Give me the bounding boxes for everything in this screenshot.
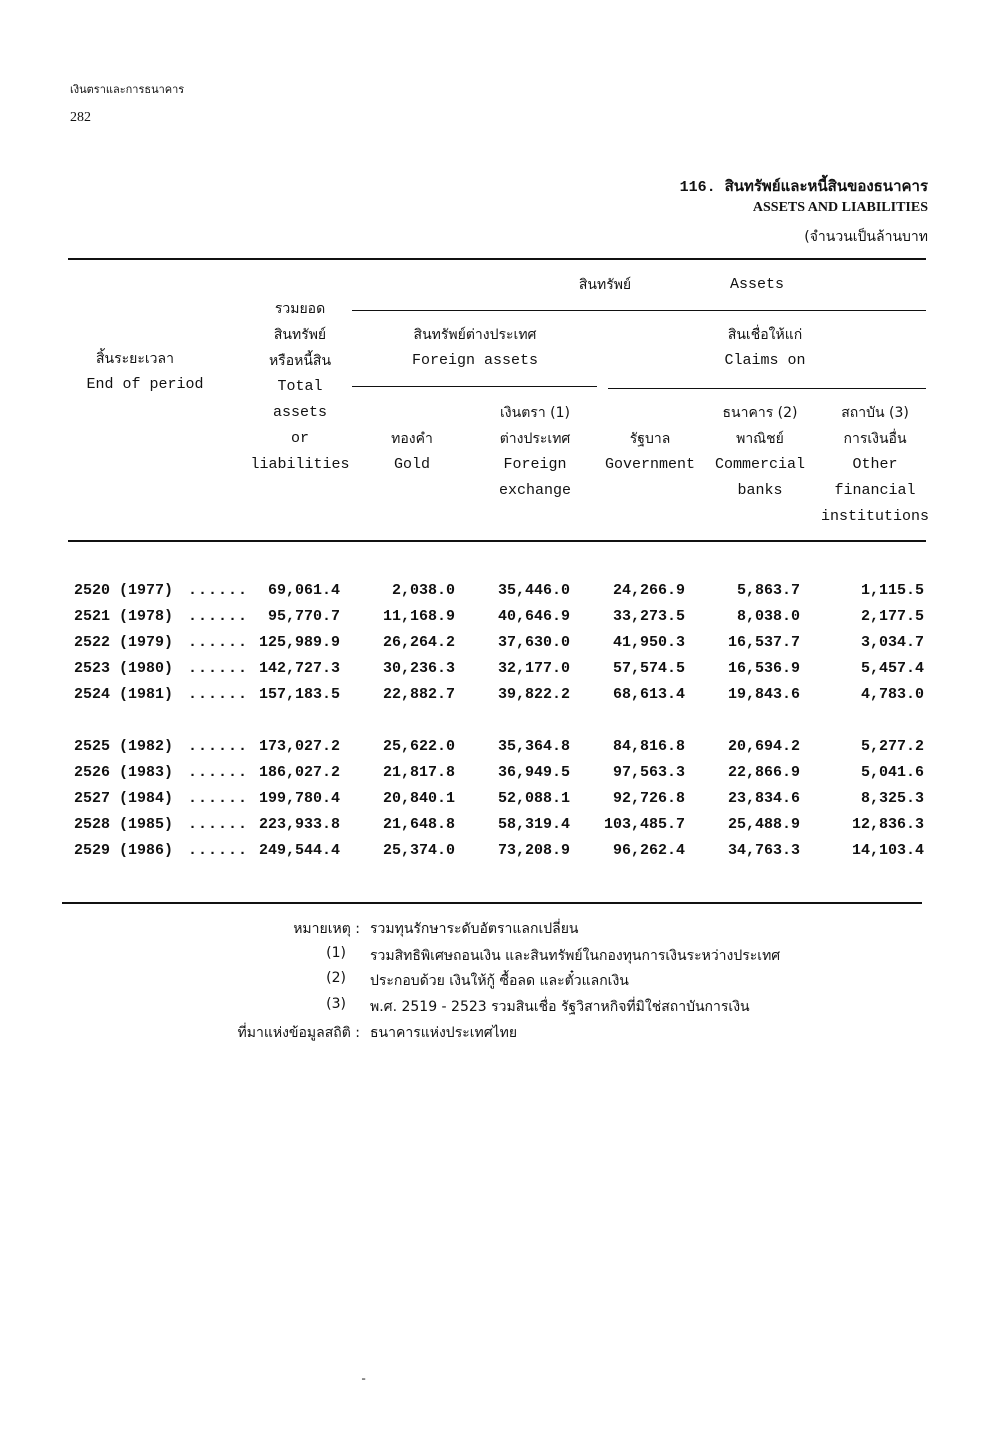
total-header-en-1: Total [277, 378, 323, 395]
table-bottom-rule [62, 902, 922, 904]
ofi-cell: 2,177.5 [860, 608, 924, 625]
leader-dots: ...... [188, 608, 249, 625]
comm-cell: 34,763.3 [727, 842, 800, 859]
total-header-en-4: liabilities [250, 456, 350, 473]
ofi-cell: 12,836.3 [851, 816, 924, 833]
gold-cell: 22,882.7 [382, 686, 455, 703]
comm-cell: 22,866.9 [727, 764, 800, 781]
table-row [70, 686, 930, 712]
gov-cell: 92,726.8 [612, 790, 685, 807]
leader-dots: ...... [188, 582, 249, 599]
gold-cell: 20,840.1 [382, 790, 455, 807]
period-cell: 2528 (1985) [74, 816, 174, 833]
table-title-english: ASSETS AND LIABILITIES [752, 200, 928, 215]
comm-cell: 23,834.6 [727, 790, 800, 807]
comm-cell: 16,537.7 [727, 634, 800, 651]
comm-cell: 20,694.2 [727, 738, 800, 755]
note-1-label: (1) [326, 945, 346, 961]
period-cell: 2527 (1984) [74, 790, 174, 807]
ofi-cell: 1,115.5 [860, 582, 924, 599]
gold-header-thai: ทองคำ [391, 431, 433, 447]
note-3-text: พ.ศ. 2519 - 2523 รวมสินเชื่อ รัฐวิสาหกิจที่มิใช่สถาบันการเงิน [370, 999, 750, 1015]
note-2-label: (2) [326, 970, 346, 986]
leader-dots: ...... [188, 790, 249, 807]
total-header-thai-3: หรือหนี้สิน [268, 353, 332, 369]
period-cell: 2524 (1981) [74, 686, 174, 703]
leader-dots: ...... [188, 738, 249, 755]
total-cell: 142,727.3 [258, 660, 340, 677]
foreign-assets-header-thai: สินทรัพย์ต่างประเทศ [413, 327, 537, 343]
total-cell: 95,770.7 [267, 608, 340, 625]
ofi-header-4: financial [834, 482, 916, 499]
table-row [70, 764, 930, 790]
gold-header-en: Gold [393, 456, 430, 473]
gold-cell: 21,648.8 [382, 816, 455, 833]
source-label: ที่มาแห่งข้อมูลสถิติ : [237, 1025, 360, 1041]
gov-cell: 103,485.7 [603, 816, 685, 833]
table-row [70, 790, 930, 816]
leader-dots: ...... [188, 686, 249, 703]
ofi-header-2: การเงินอื่น [843, 431, 907, 447]
ofi-cell: 8,325.3 [860, 790, 924, 807]
table-row [70, 582, 930, 608]
header-bottom-rule [68, 540, 926, 542]
period-header-en: End of period [86, 376, 204, 393]
note-2-text: ประกอบด้วย เงินให้กู้ ซื้อลด และตั๋วแลกเงิน [370, 973, 629, 989]
fx-cell: 32,177.0 [497, 660, 570, 677]
fx-cell: 36,949.5 [497, 764, 570, 781]
foreign-assets-header-en: Foreign assets [411, 352, 539, 369]
foreign-rule [352, 386, 597, 387]
gov-cell: 96,262.4 [612, 842, 685, 859]
assets-header-thai: สินทรัพย์ [578, 277, 632, 293]
period-cell: 2523 (1980) [74, 660, 174, 677]
claims-header-en: Claims on [724, 352, 806, 369]
running-header: เงินตราและการธนาคาร [70, 83, 185, 96]
comm-header-2: พาณิชย์ [736, 431, 784, 447]
ofi-cell: 4,783.0 [860, 686, 924, 703]
fx-header-1: เงินตรา (1) [500, 405, 570, 421]
total-header-en-3: or [290, 430, 309, 447]
fx-header-2: ต่างประเทศ [499, 431, 571, 447]
table-unit: (จำนวนเป็นล้านบาท [804, 229, 928, 245]
table-row [70, 816, 930, 842]
period-cell: 2521 (1978) [74, 608, 174, 625]
gov-cell: 68,613.4 [612, 686, 685, 703]
total-cell: 69,061.4 [267, 582, 340, 599]
ofi-cell: 5,457.4 [860, 660, 924, 677]
ofi-header-5: institutions [820, 508, 930, 525]
gold-cell: 25,374.0 [382, 842, 455, 859]
total-cell: 125,989.9 [258, 634, 340, 651]
page-number: 282 [70, 110, 91, 125]
assets-header-en: Assets [729, 276, 784, 293]
leader-dots: ...... [188, 842, 249, 859]
comm-cell: 16,536.9 [727, 660, 800, 677]
total-cell: 249,544.4 [258, 842, 340, 859]
comm-cell: 25,488.9 [727, 816, 800, 833]
fx-cell: 40,646.9 [497, 608, 570, 625]
claims-header-thai: สินเชื่อให้แก่ [727, 327, 803, 343]
gold-cell: 11,168.9 [382, 608, 455, 625]
fx-cell: 37,630.0 [497, 634, 570, 651]
footer-mark: - [360, 1372, 368, 1386]
total-cell: 223,933.8 [258, 816, 340, 833]
top-rule [68, 258, 926, 260]
period-cell: 2520 (1977) [74, 582, 174, 599]
ofi-header-1: สถาบัน (3) [841, 405, 909, 421]
leader-dots: ...... [188, 816, 249, 833]
ofi-cell: 5,277.2 [860, 738, 924, 755]
table-row [70, 660, 930, 686]
note-text: รวมทุนรักษาระดับอัตราแลกเปลี่ยน [370, 921, 579, 937]
claims-rule [608, 388, 926, 389]
gov-header-en: Government [604, 456, 695, 473]
table-row [70, 738, 930, 764]
total-cell: 157,183.5 [258, 686, 340, 703]
gov-cell: 41,950.3 [612, 634, 685, 651]
note-1-text: รวมสิทธิพิเศษถอนเงิน และสินทรัพย์ในกองทุนการเงินระหว่างประเทศ [370, 948, 781, 964]
period-cell: 2526 (1983) [74, 764, 174, 781]
total-cell: 199,780.4 [258, 790, 340, 807]
gov-cell: 24,266.9 [612, 582, 685, 599]
total-cell: 173,027.2 [258, 738, 340, 755]
fx-cell: 52,088.1 [497, 790, 570, 807]
note-3-label: (3) [326, 996, 346, 1012]
leader-dots: ...... [188, 660, 249, 677]
period-cell: 2522 (1979) [74, 634, 174, 651]
source-text: ธนาคารแห่งประเทศไทย [370, 1025, 518, 1041]
period-cell: 2529 (1986) [74, 842, 174, 859]
fx-header-3: Foreign [503, 456, 567, 473]
table-row [70, 608, 930, 634]
leader-dots: ...... [188, 634, 249, 651]
table-title-thai: 116. สินทรัพย์และหนี้สินของธนาคาร [679, 179, 928, 196]
ofi-header-3: Other [852, 456, 898, 473]
gov-cell: 97,563.3 [612, 764, 685, 781]
ofi-cell: 3,034.7 [860, 634, 924, 651]
total-header-thai-2: สินทรัพย์ [273, 327, 327, 343]
gov-cell: 84,816.8 [612, 738, 685, 755]
table-row [70, 842, 930, 868]
period-cell: 2525 (1982) [74, 738, 174, 755]
leader-dots: ...... [188, 764, 249, 781]
comm-cell: 8,038.0 [736, 608, 800, 625]
gold-cell: 2,038.0 [391, 582, 455, 599]
period-header-thai: สิ้นระยะเวลา [96, 351, 174, 367]
comm-header-1: ธนาคาร (2) [722, 405, 798, 421]
gov-cell: 57,574.5 [612, 660, 685, 677]
fx-cell: 58,319.4 [497, 816, 570, 833]
table-row [70, 634, 930, 660]
ofi-cell: 5,041.6 [860, 764, 924, 781]
gov-header-thai: รัฐบาล [629, 431, 671, 447]
total-cell: 186,027.2 [258, 764, 340, 781]
fx-cell: 35,446.0 [497, 582, 570, 599]
comm-header-3: Commercial [714, 456, 805, 473]
fx-header-4: exchange [498, 482, 571, 499]
gold-cell: 30,236.3 [382, 660, 455, 677]
comm-cell: 5,863.7 [736, 582, 800, 599]
gold-cell: 21,817.8 [382, 764, 455, 781]
total-header-thai-1: รวมยอด [274, 301, 326, 317]
note-label: หมายเหตุ : [293, 921, 360, 937]
assets-rule [352, 310, 926, 311]
total-header-en-2: assets [272, 404, 327, 421]
comm-header-4: banks [737, 482, 783, 499]
fx-cell: 39,822.2 [497, 686, 570, 703]
comm-cell: 19,843.6 [727, 686, 800, 703]
fx-cell: 35,364.8 [497, 738, 570, 755]
ofi-cell: 14,103.4 [851, 842, 924, 859]
gold-cell: 26,264.2 [382, 634, 455, 651]
gold-cell: 25,622.0 [382, 738, 455, 755]
fx-cell: 73,208.9 [497, 842, 570, 859]
gov-cell: 33,273.5 [612, 608, 685, 625]
